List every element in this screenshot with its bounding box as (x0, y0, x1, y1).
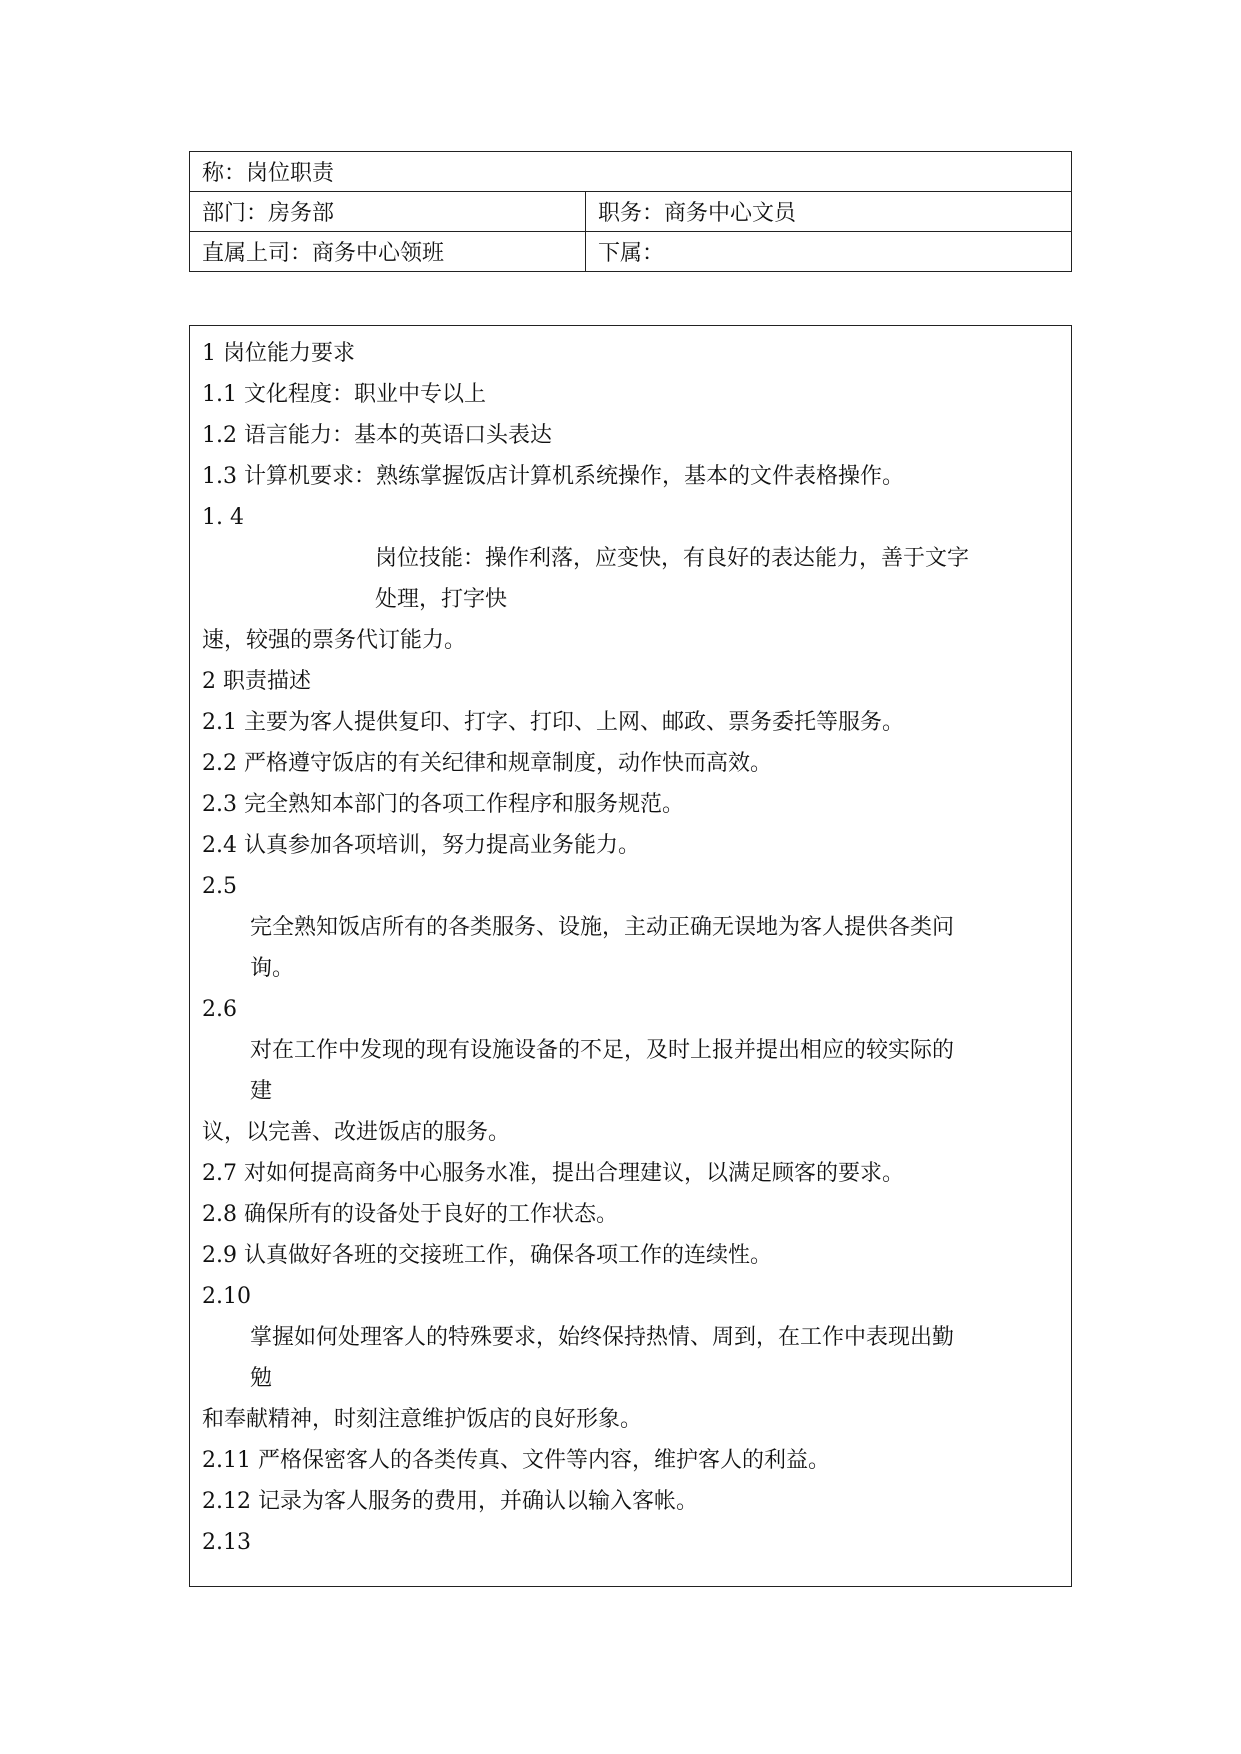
text-line: 议，以完善、改进饭店的服务。 (202, 1120, 511, 1145)
text-line: 完全熟知饭店所有的各类服务、设施，主动正确无误地为客人提供各类问 (250, 915, 955, 940)
text-line: 1.1 文化程度：职业中专以上 (202, 382, 486, 407)
text-line: 询。 (250, 956, 295, 981)
text-line: 掌握如何处理客人的特殊要求，始终保持热情、周到，在工作中表现出勤 (250, 1325, 955, 1350)
text-line: 处理，打字快 (375, 587, 508, 612)
text-line: 2.2 严格遵守饭店的有关纪律和规章制度，动作快而高效。 (202, 751, 772, 776)
text-line: 2.5 (202, 874, 237, 899)
job-info-table (189, 151, 1072, 272)
text-line: 2.13 (202, 1530, 251, 1555)
text-line: 2.4 认真参加各项培训，努力提高业务能力。 (202, 833, 640, 858)
superior-cell: 直属上司：商务中心领班 (190, 232, 586, 272)
text-line: 2.9 认真做好各班的交接班工作，确保各项工作的连续性。 (202, 1243, 772, 1268)
dept-row (190, 192, 1072, 232)
text-line: 2.7 对如何提高商务中心服务水准，提出合理建议，以满足顾客的要求。 (202, 1161, 904, 1186)
text-line: 2.10 (202, 1284, 251, 1309)
job-name-cell: 称：岗位职责 (190, 152, 1072, 192)
position-cell: 职务：商务中心文员 (586, 192, 1072, 232)
text-line: 2.12 记录为客人服务的费用，并确认以输入客帐。 (202, 1489, 698, 1514)
subordinate-cell: 下属： (586, 232, 1072, 272)
text-line: 2.1 主要为客人提供复印、打字、打印、上网、邮政、票务委托等服务。 (202, 710, 904, 735)
text-line: 勉 (250, 1366, 273, 1391)
text-line: 1. 4 (202, 505, 244, 530)
text-line: 和奉献精神，时刻注意维护饭店的良好形象。 (202, 1407, 643, 1432)
text-line: 2.3 完全熟知本部门的各项工作程序和服务规范。 (202, 792, 684, 817)
text-line: 1.2 语言能力：基本的英语口头表达 (202, 423, 552, 448)
text-line: 2.6 (202, 997, 237, 1022)
text-line: 2.11 严格保密客人的各类传真、文件等内容，维护客人的利益。 (202, 1448, 830, 1473)
name-row (190, 152, 1072, 192)
text-line: 岗位技能：操作利落，应变快，有良好的表达能力，善于文字 (375, 546, 970, 571)
text-line: 1.3 计算机要求：熟练掌握饭店计算机系统操作，基本的文件表格操作。 (202, 464, 904, 489)
superior-row (190, 232, 1072, 272)
section-heading: 1 岗位能力要求 (202, 341, 355, 366)
duties-content-box (189, 325, 1072, 1587)
section-heading: 2 职责描述 (202, 669, 311, 694)
text-line: 对在工作中发现的现有设施设备的不足，及时上报并提出相应的较实际的 (250, 1038, 955, 1063)
text-line: 速，较强的票务代订能力。 (202, 628, 467, 653)
text-line: 建 (250, 1079, 273, 1104)
text-line: 2.8 确保所有的设备处于良好的工作状态。 (202, 1202, 618, 1227)
department-cell: 部门：房务部 (190, 192, 586, 232)
